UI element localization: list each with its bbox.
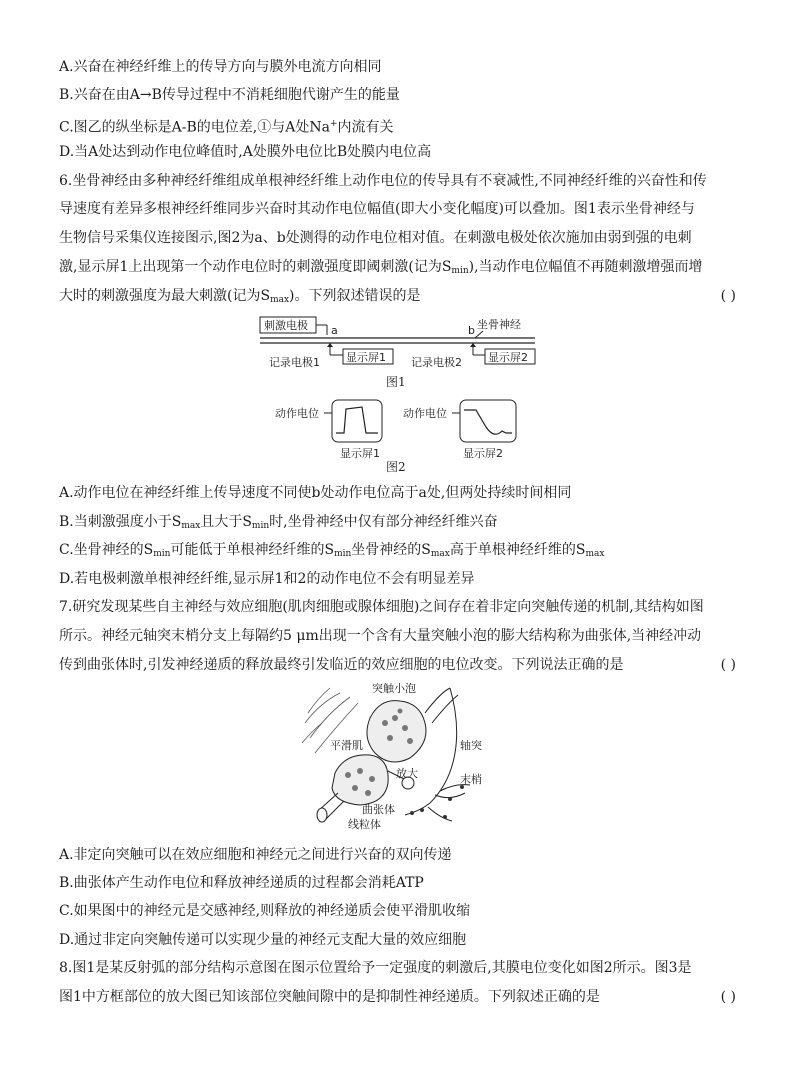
q6-figure-1 [255,313,545,393]
q5-option-c: C.图乙的纵坐标是A-B的电位差,①与A处Na+内流有关 [59,119,394,136]
rec-electrode1-label: 记录电极1 [269,356,320,369]
figure2-caption: 图2 [386,460,406,474]
q5-option-a: A.兴奋在神经纤维上的传导方向与膜外电流方向相同 [59,59,382,75]
label-a: a [331,324,338,337]
q8-answer-paren: ( ) [720,989,736,1005]
q6-option-c: C.坐骨神经的$S_{min}$可能低于单根神经纤维的$S_{min}$坐骨神经的$S_{max}$高于单根神经纤维的$S_{max}$ [59,542,605,559]
sciatic-nerve-label: 坐骨神经 [477,318,521,331]
q6-stem-line5: 大时的刺激强度为最大刺激(记为$S_{max}$)。下列叙述错误的是 [59,288,421,305]
ap-trace-1 [336,407,378,433]
q7-stem-line3: 传到曲张体时,引发神经递质的释放最终引发临近的效应细胞的电位改变。下列说法正确的是 [59,657,624,673]
q8-stem-line2: 图1中方框部位的放大图已知该部位突触间隙中的是抑制性神经递质。下列叙述正确的是 [59,989,600,1005]
q7-option-b: B.曲张体产生动作电位和释放神经递质的过程都会消耗ATP [59,875,424,891]
vesicle-label: 突触小泡 [372,683,416,695]
varicosity-lower [332,755,388,805]
q6-stem-line2: 导速度有差异多根神经纤维同步兴奋时其动作电位幅值(即大小变化幅度)可以叠加。图1表示坐骨神经与 [59,201,695,217]
q6-option-b: B.当刺激强度小于$S_{max}$且大于$S_{min}$时,坐骨神经中仅有部分神经纤维兴奋 [59,514,498,531]
q7-figure-varicosity [300,683,510,833]
q7-option-d: D.通过非定向突触传递可以实现少量的神经元支配大量的效应细胞 [59,932,467,948]
magnify-label: 放大 [396,767,418,780]
rec-electrode2-label: 记录电极2 [411,356,462,369]
ap-trace-2 [464,410,512,434]
q6-option-a: A.动作电位在神经纤维上传导速度不同使b处动作电位高于a处,但两处持续时间相同 [59,485,572,501]
figure1-caption: 图1 [386,375,406,389]
axon-label: 轴突 [460,739,482,752]
terminal-branches [405,785,470,821]
ap-label-left: 动作电位 [275,407,319,420]
terminal-label: 末梢 [460,773,482,786]
varicosity-upper [367,701,426,762]
stim-electrode-label: 刺激电极 [264,319,308,332]
screen1-trace-box [332,400,382,442]
screen1-label: 显示屏1 [346,351,386,364]
axon-upper [425,688,458,723]
q6-stem-line1: 6.坐骨神经由多种神经纤维组成单根神经纤维上动作电位的传导具有不衰减性,不同神经纤维的兴奋性和传 [59,173,707,189]
q7-stem-line1: 7.研究发现某些自主神经与效应细胞(肌肉细胞或腺体细胞)之间存在着非定向突触传递的机制,其结构如图 [59,599,704,615]
label-b: b [468,324,475,337]
q6-option-d: D.若电极刺激单根神经纤维,显示屏1和2的动作电位不会有明显差异 [59,571,475,587]
q7-option-c: C.如果图中的神经元是交感神经,则释放的神经递质会使平滑肌收缩 [59,903,471,919]
q7-answer-paren: ( ) [720,657,736,673]
fig2-screen1-label: 显示屏1 [340,447,380,460]
varicosity-label: 曲张体 [362,803,395,816]
q6-stem-line3: 生物信号采集仪连接图示,图2为a、b处测得的动作电位相对值。在刺激电极处依次施加由弱到强的电刺 [59,230,692,246]
q5-option-d: D.当A处达到动作电位峰值时,A处膜外电位比B处膜内电位高 [59,144,432,160]
q6-answer-paren: ( ) [720,288,736,304]
ap-label-right: 动作电位 [403,407,447,420]
q6-figure-2 [270,395,530,475]
q7-option-a: A.非定向突触可以在效应细胞和神经元之间进行兴奋的双向传递 [59,847,452,863]
smooth-muscle-label: 平滑肌 [330,739,363,752]
mitochondria-label: 线粒体 [348,818,381,831]
q7-stem-line2: 所示。神经元轴突末梢分支上每隔约5 μm出现一个含有大量突触小泡的膨大结构称为曲张体,当神经冲动 [59,628,702,644]
screen2-label: 显示屏2 [488,351,528,364]
fig2-screen2-label: 显示屏2 [463,447,503,460]
screen2-trace-box [460,400,516,442]
q6-stem-line4: 激,显示屏1上出现第一个动作电位时的刺激强度即阈刺激(记为$S_{min}$),当动作电位幅值不再随刺激增强而增 [59,259,703,276]
q5-option-b: B.兴奋在由A→B传导过程中不消耗细胞代谢产生的能量 [59,87,400,103]
q8-stem-line1: 8.图1是某反射弧的部分结构示意图在图示位置给予一定强度的刺激后,其膜电位变化如图2所示。图3是 [59,960,692,976]
